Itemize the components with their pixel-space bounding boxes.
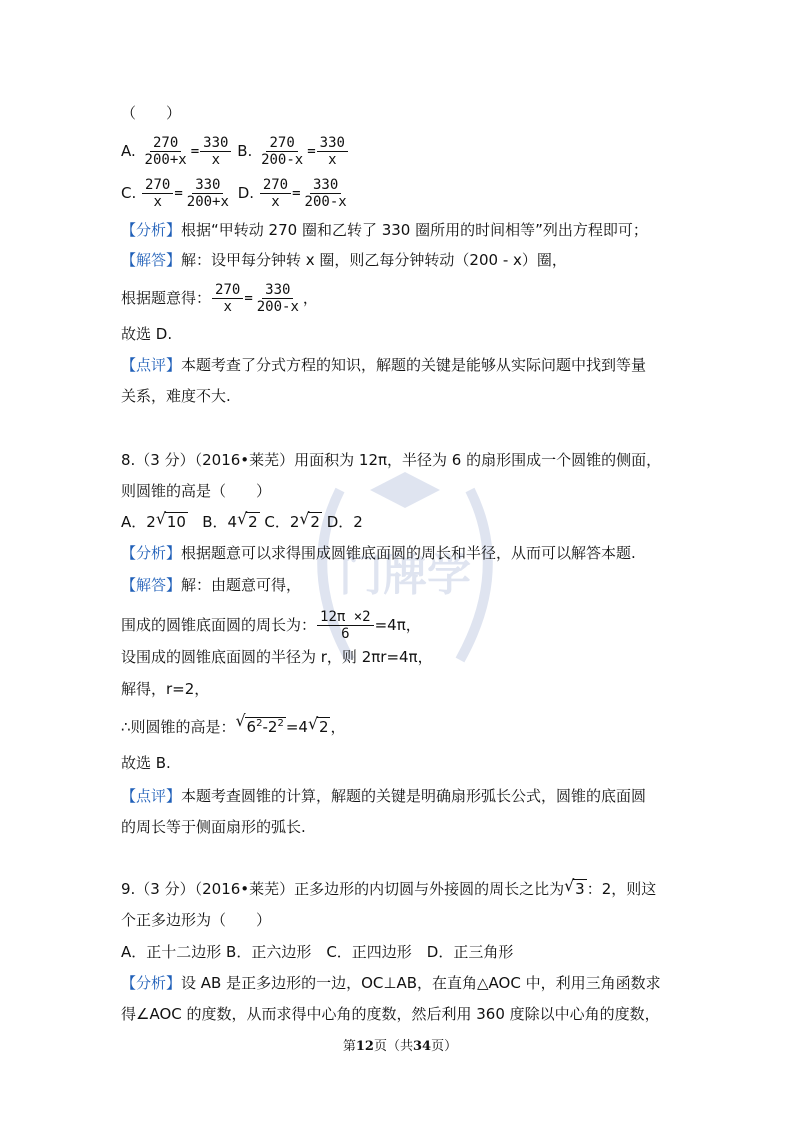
q8-comment-1: 【点评】本题考查圆锥的计算，解题的关键是明确扇形弧长公式，圆锥的底面圆 <box>121 787 647 805</box>
q8-stem-2: 则圆锥的高是（ ） <box>121 482 272 500</box>
q7-paren: （ ） <box>121 104 182 122</box>
q8-comment-2: 的周长等于侧面扇形的弧长. <box>121 818 306 836</box>
q8-line3: 解得，r=2， <box>121 680 210 698</box>
q8-choose: 故选 B. <box>121 754 171 772</box>
q7-analysis: 【分析】根据“甲转动 270 圈和乙转了 330 圈所用的时间相等”列出方程即可； <box>121 221 648 239</box>
q7-comment-2: 关系，难度不大. <box>121 387 231 405</box>
q8-solution: 【解答】解：由题意可得， <box>121 576 302 594</box>
q8-options: A．2 √ 10 B．4 √ 2 C．2 √ 2 D．2 <box>121 509 363 531</box>
q7-options-ab: A. $\frac{270}{200+x}$ = $\frac{330}{x}$ B. $\frac{270}{200-x}$ = $\frac{330}{x}$ <box>121 135 349 168</box>
watermark-text: 门牌学 <box>339 550 471 601</box>
watermark-logo <box>300 450 510 710</box>
q9-analysis-1: 【分析】设 AB 是正多边形的一边，OC⊥AB，在直角△AOC 中，利用三角函数求 <box>121 974 661 992</box>
q9-options: A．正十二边形 B．正六边形 C．正四边形 D．正三角形 <box>121 943 514 961</box>
q8-analysis: 【分析】根据题意可以求得围成圆锥底面圆的周长和半径，从而可以解答本题. <box>121 544 636 562</box>
q8-line2: 设围成的圆锥底面圆的半径为 r，则 2πr=4π， <box>121 648 433 666</box>
q8-line4: ∴则圆锥的高是： √ $6^2-2^2 =4$ √ 2 ， <box>121 711 346 736</box>
q7-options-cd: C. $\frac{270}{x}$ = $\frac{330}{200+x}$ D. $\frac{270}{x}$ = $\frac{330}{200-x}$ <box>121 177 347 210</box>
q9-analysis-2: 得∠AOC 的度数，从而求得中心角的度数，然后利用 360 度除以中心角的度数， <box>121 1005 660 1023</box>
q8-line1: 围成的圆锥底面圆的周长为： $\frac{12\pi \times 2}{6}$ =4π， <box>121 609 421 642</box>
q8-stem-1: 8.（3 分）（2016•莱芜）用面积为 12π，半径为 6 的扇形围成一个圆锥的侧面， <box>121 451 662 469</box>
q7-comment-1: 【点评】本题考查了分式方程的知识，解题的关键是能够从实际问题中找到等量 <box>121 356 647 374</box>
page-footer: 第12页（共34页） <box>342 1039 458 1054</box>
q9-stem-2: 个正多边形为（ ） <box>121 911 272 929</box>
q7-equation: 根据题意得： $\frac{270}{x}$ = $\frac{330}{200-x}$ ， <box>121 282 318 315</box>
q7-solution: 【解答】解：设甲每分钟转 x 圈，则乙每分钟转动（200 - x）圈， <box>121 251 567 269</box>
q9-stem-1: 9.（3 分）（2016•莱芜）正多边形的内切圆与外接圆的周长之比为 √ 3 ：2，则这 <box>121 876 657 898</box>
q7-choose: 故选 D. <box>121 325 173 343</box>
